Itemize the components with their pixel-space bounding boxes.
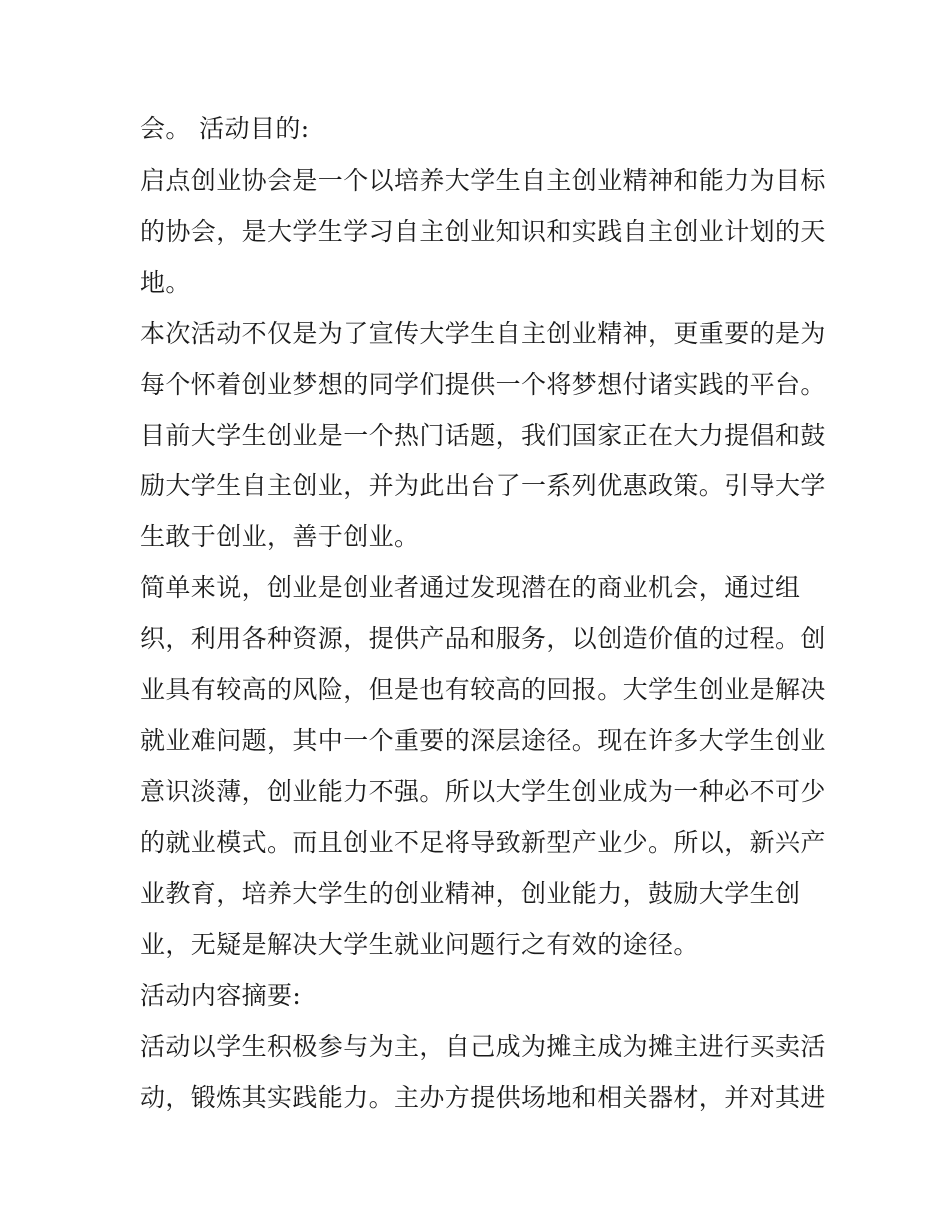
text-line: 动，锻炼其实践能力。主办方提供场地和相关器材，并对其进 [140, 1083, 826, 1112]
text-line: 地。 [140, 268, 191, 297]
text-line: 启点创业协会是一个以培养大学生自主创业精神和能力为目标 [140, 166, 826, 195]
text-line: 的协会，是大学生学习自主创业知识和实践自主创业计划的天 [140, 217, 826, 246]
section-heading: 活动内容摘要: [140, 981, 302, 1010]
text-line: 业具有较高的风险，但是也有较高的回报。大学生创业是解决 [140, 675, 826, 704]
text-line: 励大学生自主创业，并为此出台了一系列优惠政策。引导大学 [140, 471, 826, 500]
text-line: 的就业模式。而且创业不足将导致新型产业少。所以，新兴产 [140, 828, 826, 857]
text-line: 每个怀着创业梦想的同学们提供一个将梦想付诸实践的平台。 [140, 370, 826, 399]
text-line: 生敢于创业，善于创业。 [140, 522, 420, 551]
text-line: 本次活动不仅是为了宣传大学生自主创业精神，更重要的是为 [140, 319, 826, 348]
text-line: 织，利用各种资源，提供产品和服务，以创造价值的过程。创 [140, 624, 826, 653]
text-line: 目前大学生创业是一个热门话题，我们国家正在大力提倡和鼓 [140, 421, 826, 450]
text-line: 业教育，培养大学生的创业精神，创业能力，鼓励大学生创 [140, 879, 801, 908]
text-line: 简单来说，创业是创业者通过发现潜在的商业机会，通过组 [140, 573, 801, 602]
text-line: 意识淡薄，创业能力不强。所以大学生创业成为一种必不可少 [140, 777, 826, 806]
text-line: 业，无疑是解决大学生就业问题行之有效的途径。 [140, 930, 699, 959]
text-line: 会。 活动目的: [140, 114, 310, 143]
text-line: 活动以学生积极参与为主，自己成为摊主成为摊主进行买卖活 [140, 1032, 826, 1061]
text-line: 就业难问题，其中一个重要的深层途径。现在许多大学生创业 [140, 726, 826, 755]
